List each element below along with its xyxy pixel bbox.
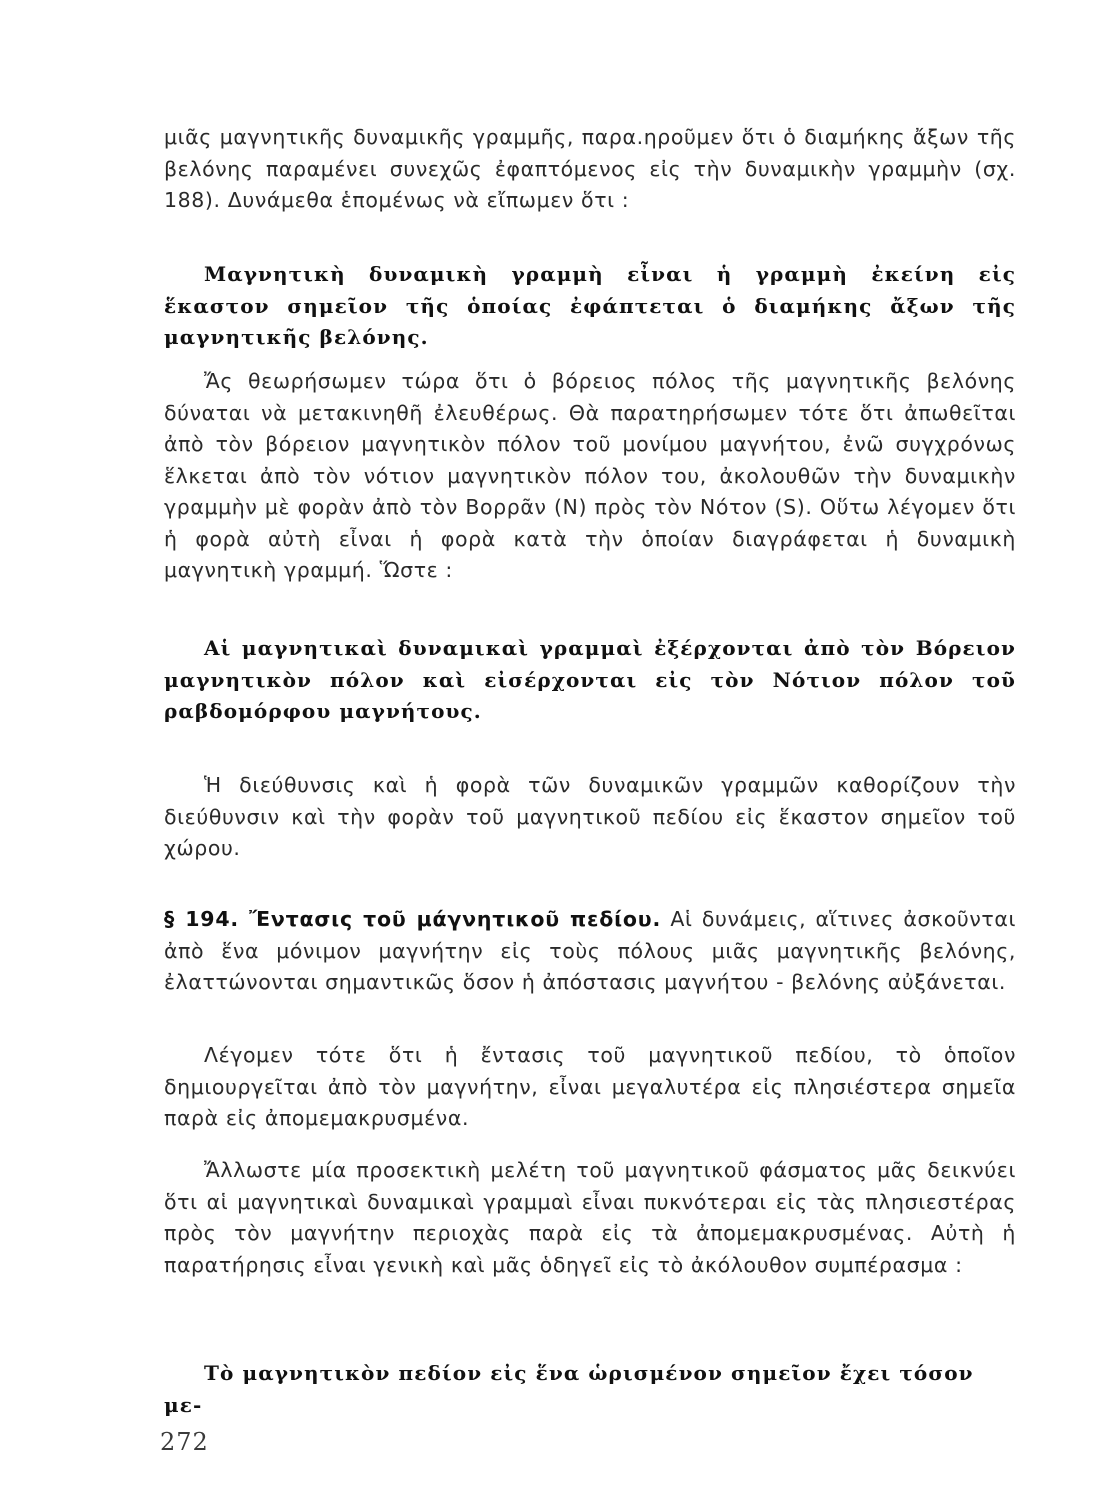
section-heading: § 194. Ἔντασις τοῦ μάγνητικοῦ πεδίου. [164, 907, 662, 931]
section-194-paragraph [164, 904, 1016, 999]
conclusion-start: Τὸ μαγνητικὸν πεδίον εἰς ἕνα ὡρισμένον σημεῖον ἔχει τόσον με- [164, 1361, 974, 1417]
page-number: 272 [160, 1428, 209, 1456]
section-body: Αἱ δυνάμεις, αἵτινες ἀσκοῦνται ἀπὸ ἕνα μόνιμον μαγνήτην εἰς τοὺς πόλους μιᾶς μαγνητικῆς βελόνης, ἐλαττώνονται σημαντικῶς ὅσον ἡ ἀπόστασις μαγνήτου - βελόνης αὐξάνεται. [164, 907, 1016, 994]
definition-magnetic-line: Μαγνητικὴ δυναμικὴ γραμμὴ εἶναι ἡ γραμμὴ ἐκείνη εἰς ἕκαστον σημεῖον τῆς ὁποίας ἐφάπτεται ὁ διαμήκης ἄξων τῆς μαγνητικῆς βελόνης. [164, 262, 1016, 349]
paragraph-spectrum: Ἄλλωστε μία προσεκτικὴ μελέτη τοῦ μαγνητικοῦ φάσματος μᾶς δεικνύει ὅτι αἱ μαγνητικαὶ δυναμικαὶ γραμμαὶ εἶναι πυκνότεραι εἰς τὰς πλησιεστέρας πρὸς τὸν μαγνήτην περιοχὰς παρὰ εἰς τὰ ἀπομεμακρυσμένας. Αὐτὴ ἡ παρατήρησις εἶναι γενικὴ καὶ μᾶς ὁδηγεῖ εἰς τὸ ἀκόλουθον συμπέρασμα : [164, 1158, 1016, 1277]
paragraph-north-pole: Ἄς θεωρήσωμεν τώρα ὅτι ὁ βόρειος πόλος τῆς μαγνητικῆς βελόνης δύναται νὰ μετακινηθῆ ἐλευθέρως. Θὰ παρατηρήσωμεν τότε ὅτι ἀπωθεῖται ἀπὸ τὸν βόρειον μαγνητικὸν πόλον τοῦ μονίμου μαγνήτου, ἐνῶ συγχρόνως ἕλκεται ἀπὸ τὸν νότιον μαγνητικὸν πόλον του, ἀκολουθῶν τὴν δυναμικὴν γραμμὴν μὲ φορὰν ἀπὸ τὸν Βορρᾶν (N) πρὸς τὸν Νότον (S). Οὕτω λέγομεν ὅτι ἡ φορὰ αὐτὴ εἶναι ἡ φορὰ κατὰ τὴν ὁποίαν διαγράφεται ἡ δυναμικὴ μαγνητικὴ γραμμή. Ὥστε : [164, 369, 1016, 582]
paragraph-continuation: μιᾶς μαγνητικῆς δυναμικῆς γραμμῆς, παρα.ηροῦμεν ὅτι ὁ διαμήκης ἄξων τῆς βελόνης παραμένει συνεχῶς ἐφαπτόμενος εἰς τὴν δυναμικὴν γραμμὴν (σχ. 188). Δυνάμεθα ἑπομένως νὰ εἴπωμεν ὅτι : [164, 125, 1016, 212]
paragraph-intensity: Λέγομεν τότε ὅτι ἡ ἔντασις τοῦ μαγνητικοῦ πεδίου, τὸ ὁποῖον δημιουργεῖται ἀπὸ τὸν μαγνήτην, εἶναι μεγαλυτέρα εἰς πλησιέστερα σημεῖα παρὰ εἰς ἀπομεμακρυσμένα. [164, 1043, 1016, 1130]
paragraph-direction: Ἡ διεύθυνσις καὶ ἡ φορὰ τῶν δυναμικῶν γραμμῶν καθορίζουν τὴν διεύθυνσιν καὶ τὴν φορὰν τοῦ μαγνητικοῦ πεδίου εἰς ἕκαστον σημεῖον τοῦ χώρου. [164, 773, 1016, 860]
rule-lines-exit-north: Αἱ μαγνητικαὶ δυναμικαὶ γραμμαὶ ἐξέρχονται ἀπὸ τὸν Βόρειον μαγνητικὸν πόλον καὶ εἰσέρχονται εἰς τὸν Νότιον πόλον τοῦ ραβδομόρφου μαγνήτους. [164, 636, 1016, 723]
